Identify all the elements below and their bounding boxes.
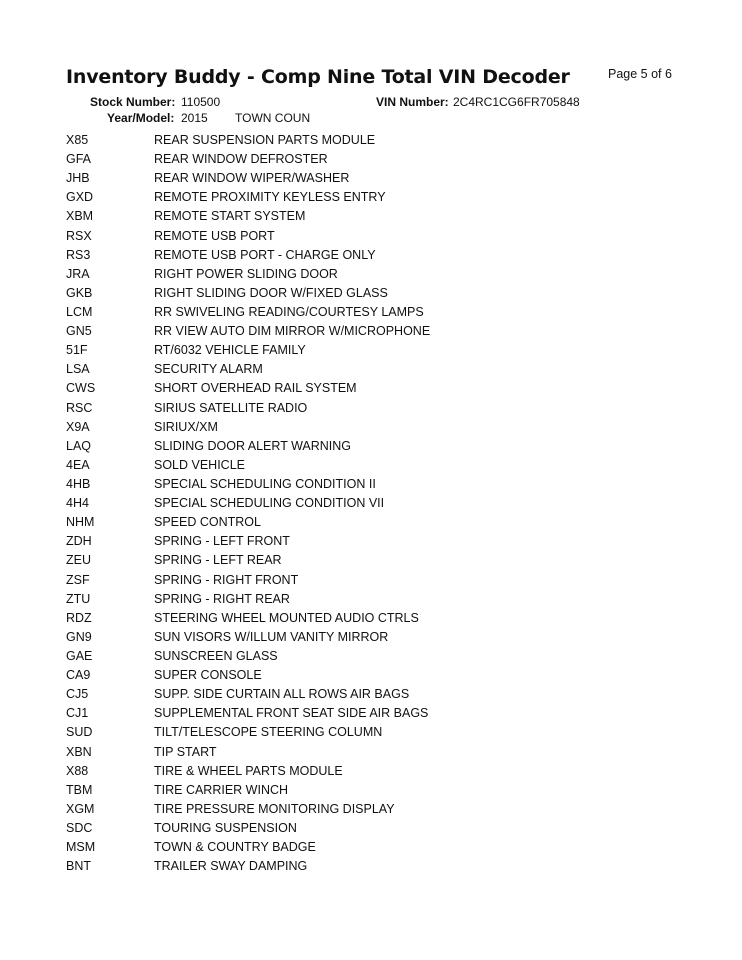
option-code: 4H4	[66, 496, 89, 511]
option-code: XGM	[66, 801, 95, 816]
option-row	[0, 800, 742, 819]
option-code: SUD	[66, 725, 93, 740]
option-code: LCM	[66, 304, 93, 319]
option-code: RSX	[66, 228, 92, 243]
option-description: TILT/TELESCOPE STEERING COLUMN	[154, 725, 383, 740]
option-code: X85	[66, 133, 89, 147]
option-description: TIRE PRESSURE MONITORING DISPLAY	[154, 801, 395, 816]
option-row	[0, 762, 742, 781]
option-description: TRAILER SWAY DAMPING	[154, 859, 308, 874]
option-row	[0, 819, 742, 838]
option-code: GFA	[66, 152, 92, 167]
option-row	[0, 723, 742, 742]
stock-number-value: 110500	[181, 95, 221, 109]
option-row	[0, 647, 742, 666]
option-description: SPRING - LEFT FRONT	[154, 534, 290, 549]
option-description: SIRIUS SATELLITE RADIO	[154, 400, 308, 415]
option-row	[0, 666, 742, 685]
option-row	[0, 399, 742, 418]
option-row	[0, 475, 742, 494]
option-description: REMOTE USB PORT	[154, 228, 275, 243]
option-row	[0, 188, 742, 207]
option-code: GN5	[66, 324, 92, 339]
option-row	[0, 609, 742, 628]
option-code: JRA	[66, 266, 90, 281]
option-code: BNT	[66, 859, 91, 874]
option-description: SHORT OVERHEAD RAIL SYSTEM	[154, 381, 357, 396]
year-model-label: Year/Model:	[107, 111, 175, 125]
option-description: TOURING SUSPENSION	[154, 820, 297, 835]
option-description: SLIDING DOOR ALERT WARNING	[154, 438, 352, 453]
option-row	[0, 513, 742, 532]
page-number: Page 5 of 6	[608, 67, 672, 81]
option-row	[0, 437, 742, 456]
option-row	[0, 494, 742, 513]
option-description: SUPPLEMENTAL FRONT SEAT SIDE AIR BAGS	[154, 706, 429, 721]
option-code: ZEU	[66, 553, 91, 568]
option-description: SUPER CONSOLE	[154, 668, 262, 683]
option-description: SUN VISORS W/ILLUM VANITY MIRROR	[154, 629, 389, 644]
option-row	[0, 456, 742, 475]
option-row	[0, 571, 742, 590]
option-code: CWS	[66, 381, 96, 396]
option-description: TIRE & WHEEL PARTS MODULE	[154, 763, 343, 778]
option-row	[0, 532, 742, 551]
option-code: GN9	[66, 629, 92, 644]
option-row	[0, 341, 742, 360]
option-row	[0, 743, 742, 762]
option-code: JHB	[66, 171, 90, 186]
option-row	[0, 303, 742, 322]
option-row	[0, 857, 742, 876]
option-code: ZTU	[66, 591, 91, 606]
option-code: 51F	[66, 343, 88, 358]
option-description: RT/6032 VEHICLE FAMILY	[154, 343, 306, 358]
option-description: SIRIUX/XM	[154, 419, 218, 434]
option-code: CJ5	[66, 687, 89, 702]
option-code: LAQ	[66, 438, 92, 453]
option-code: RS3	[66, 247, 91, 262]
document-title: Inventory Buddy - Comp Nine Total VIN Decoder	[66, 66, 570, 88]
option-code: SDC	[66, 820, 93, 835]
option-code: 4HB	[66, 476, 91, 491]
option-description: REMOTE PROXIMITY KEYLESS ENTRY	[154, 190, 386, 205]
option-row	[0, 265, 742, 284]
option-code: LSA	[66, 362, 90, 377]
option-description: REAR WINDOW WIPER/WASHER	[154, 171, 350, 186]
model-value: TOWN COUN	[235, 111, 311, 125]
option-code: X9A	[66, 419, 90, 434]
option-description: TIP START	[154, 744, 217, 759]
option-row	[0, 590, 742, 609]
option-row	[0, 322, 742, 341]
option-row	[0, 131, 742, 150]
vin-number-value: 2C4RC1CG6FR705848	[453, 95, 580, 109]
option-row	[0, 551, 742, 570]
option-description: TOWN & COUNTRY BADGE	[154, 840, 316, 855]
option-description: SPECIAL SCHEDULING CONDITION VII	[154, 496, 385, 511]
option-description: SPECIAL SCHEDULING CONDITION II	[154, 476, 376, 491]
option-description: RR VIEW AUTO DIM MIRROR W/MICROPHONE	[154, 324, 431, 339]
option-description: REAR WINDOW DEFROSTER	[154, 152, 328, 167]
option-code: RDZ	[66, 610, 92, 625]
option-row	[0, 360, 742, 379]
option-code: MSM	[66, 840, 96, 855]
option-code: ZDH	[66, 534, 92, 549]
option-code: NHM	[66, 515, 95, 530]
option-row	[0, 838, 742, 857]
option-code: CA9	[66, 668, 91, 683]
option-description: REMOTE USB PORT - CHARGE ONLY	[154, 247, 376, 262]
option-description: SPEED CONTROL	[154, 515, 261, 530]
option-code: XBN	[66, 744, 92, 759]
option-description: SUNSCREEN GLASS	[154, 648, 278, 663]
option-description: TIRE CARRIER WINCH	[154, 782, 289, 797]
option-code: ZSF	[66, 572, 90, 587]
stock-number-label: Stock Number:	[90, 95, 176, 109]
option-code: GAE	[66, 648, 93, 663]
option-row	[0, 169, 742, 188]
option-row	[0, 227, 742, 246]
option-description: STEERING WHEEL MOUNTED AUDIO CTRLS	[154, 610, 419, 625]
option-code: RSC	[66, 400, 93, 415]
option-row	[0, 284, 742, 303]
option-row	[0, 704, 742, 723]
option-description: SPRING - RIGHT REAR	[154, 591, 290, 606]
option-code: 4EA	[66, 457, 90, 472]
option-code: GKB	[66, 285, 93, 300]
option-description: SOLD VEHICLE	[154, 457, 246, 472]
option-description: REAR SUSPENSION PARTS MODULE	[154, 133, 376, 147]
option-code: XBM	[66, 209, 94, 224]
option-code: X88	[66, 763, 89, 778]
option-description: RR SWIVELING READING/COURTESY LAMPS	[154, 304, 424, 319]
option-row	[0, 628, 742, 647]
option-row	[0, 379, 742, 398]
option-code: GXD	[66, 190, 94, 205]
option-description: SUPP. SIDE CURTAIN ALL ROWS AIR BAGS	[154, 687, 410, 702]
option-code: CJ1	[66, 706, 89, 721]
option-row	[0, 418, 742, 437]
option-description: REMOTE START SYSTEM	[154, 209, 306, 224]
vin-number-label: VIN Number:	[376, 95, 449, 109]
option-description: SECURITY ALARM	[154, 362, 263, 377]
option-row	[0, 150, 742, 169]
option-row	[0, 246, 742, 265]
year-value: 2015	[181, 111, 208, 125]
option-code-list	[0, 131, 742, 876]
option-code: TBM	[66, 782, 93, 797]
option-description: RIGHT POWER SLIDING DOOR	[154, 266, 338, 281]
option-description: SPRING - RIGHT FRONT	[154, 572, 299, 587]
option-row	[0, 207, 742, 226]
option-description: SPRING - LEFT REAR	[154, 553, 282, 568]
option-row	[0, 781, 742, 800]
option-row	[0, 685, 742, 704]
option-description: RIGHT SLIDING DOOR W/FIXED GLASS	[154, 285, 388, 300]
